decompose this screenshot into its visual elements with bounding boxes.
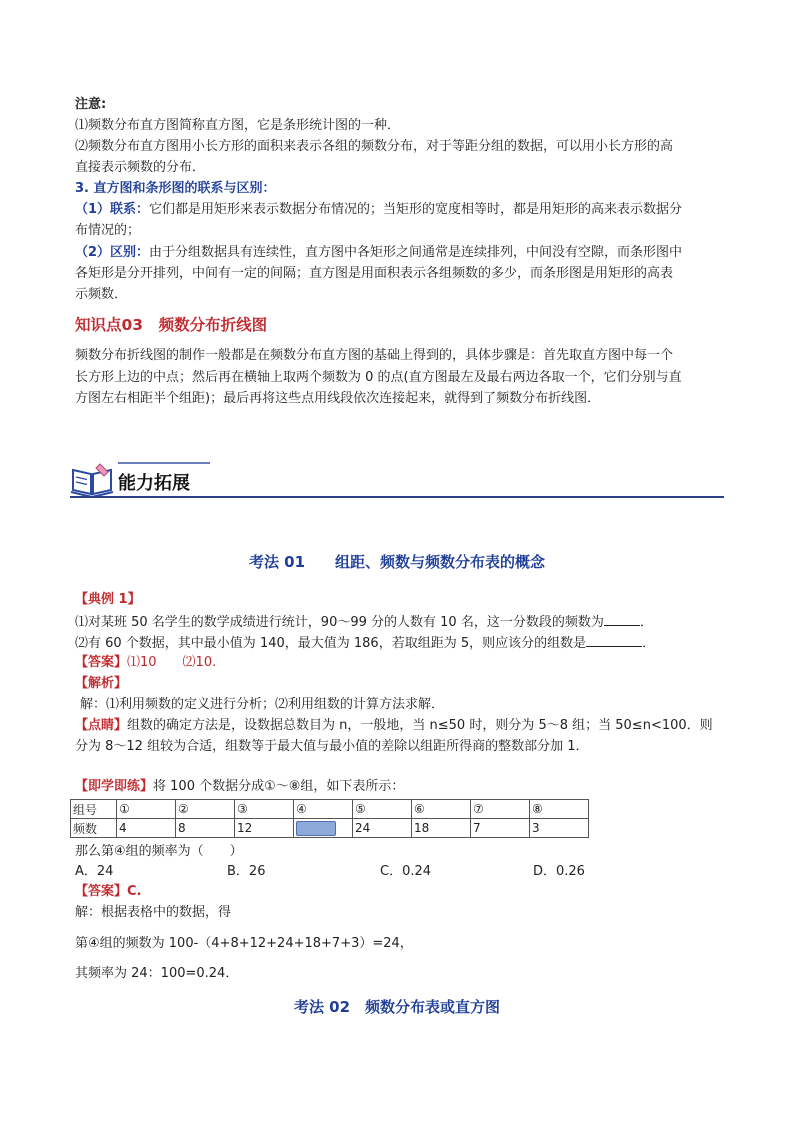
table-cell: 18 bbox=[412, 819, 471, 838]
tip-text-a: 组数的确定方法是，设数据总数目为 n，一般地，当 n≤50 时，则分为 5～8 组；当 50≤n<100．则 bbox=[127, 718, 713, 733]
analysis-text: 解：⑴利用频数的定义进行分析；⑵利用组数的计算方法求解． bbox=[80, 697, 445, 712]
table-cell: 24 bbox=[353, 819, 412, 838]
solution-line-3: 其频率为 24：100=0.24． bbox=[75, 966, 239, 981]
table-cell: 12 bbox=[235, 819, 294, 838]
practice-label: 【即学即练】 bbox=[75, 779, 154, 794]
table-cell-missing bbox=[294, 819, 353, 838]
practice-question: 那么第④组的频率为（ ） bbox=[75, 844, 243, 859]
book-icon bbox=[70, 462, 114, 498]
table-row bbox=[71, 819, 589, 838]
example-q1-text: ⑴对某班 50 名学生的数学成绩进行统计，90～99 分的人数有 10 名，这一分数段的频数为 bbox=[75, 615, 604, 630]
tip-line-a bbox=[75, 716, 713, 736]
section3-diff-label: （2）区别： bbox=[75, 245, 150, 260]
option-b[interactable]: B．26 bbox=[227, 864, 266, 879]
table-cell: 7 bbox=[471, 819, 530, 838]
banner-decoration bbox=[118, 462, 210, 464]
example-q1-end: ． bbox=[639, 615, 653, 630]
example-q1 bbox=[75, 611, 653, 633]
example-label: 【典例 1】 bbox=[75, 592, 141, 607]
notes-label: 注意: bbox=[75, 97, 107, 112]
option-a[interactable]: A．24 bbox=[75, 864, 114, 879]
notes-item-1: ⑴频数分布直方图简称直方图，它是条形统计图的一种． bbox=[75, 118, 401, 133]
section3-link-text-a: 它们都是用矩形来表示数据分布情况的；当矩形的宽度相等时，都是用矩形的高来表示数据分 bbox=[149, 202, 683, 217]
table-cell: 频数 bbox=[71, 819, 117, 838]
knowledge03-line-3: 方图左右相距半个组距)；最后再将这些点用线段依次连接起来，就得到了频数分布折线图． bbox=[75, 391, 601, 406]
practice-answer bbox=[75, 882, 142, 902]
banner-divider bbox=[70, 496, 724, 498]
method01-title: 考法 01 组距、频数与频数分布表的概念 bbox=[248, 553, 546, 571]
method02-title: 考法 02 频数分布表或直方图 bbox=[293, 998, 501, 1016]
tip-text-b: 分为 8～12 组较为合适，组数等于最大值与最小值的差除以组距所得商的整数部分加 1． bbox=[75, 739, 589, 754]
section3-diff-text-c: 示频数． bbox=[75, 287, 128, 302]
table-cell: 3 bbox=[530, 819, 589, 838]
option-c[interactable]: C．0.24 bbox=[380, 864, 432, 879]
example-q2-end: ． bbox=[642, 636, 656, 651]
table-cell: ⑧ bbox=[530, 800, 589, 819]
section3-link-line-a bbox=[75, 200, 682, 220]
solution-line-1: 解：根据表格中的数据，得 bbox=[75, 905, 232, 920]
answer-text: ⑴10 ⑵10. bbox=[127, 655, 217, 670]
table-cell: ⑥ bbox=[412, 800, 471, 819]
notes-item-2a: ⑵频数分布直方图用小长方形的面积来表示各组的频数分布，对于等距分组的数据，可以用小长方形的高 bbox=[75, 139, 674, 154]
answer-label: 【答案】 bbox=[75, 655, 128, 670]
example-q2 bbox=[75, 632, 655, 654]
section3-diff-text-a: 由于分组数据具有连续性，直方图中各矩形之间通常是连续排列，中间没有空隙，而条形图中 bbox=[149, 245, 683, 260]
answer-blank-2[interactable] bbox=[586, 632, 642, 647]
missing-value-highlight bbox=[296, 821, 336, 836]
knowledge03-title: 知识点03 频数分布折线图 bbox=[75, 316, 268, 334]
section3-diff-line-a bbox=[75, 243, 682, 263]
analysis-label: 【解析】 bbox=[75, 676, 128, 691]
option-d[interactable]: D．0.26 bbox=[533, 864, 585, 879]
practice-intro: 将 100 个数据分成①～⑧组，如下表所示： bbox=[153, 779, 405, 794]
table-cell: ③ bbox=[235, 800, 294, 819]
table-cell: ② bbox=[176, 800, 235, 819]
practice-answer-label: 【答案】 bbox=[75, 884, 128, 899]
section3-heading: 3. 直方图和条形图的联系与区别： bbox=[75, 181, 276, 196]
example-q2-text: ⑵有 60 个数据，其中最小值为 140，最大值为 186，若取组距为 5，则应该分的组数是 bbox=[75, 636, 587, 651]
example-answer bbox=[75, 653, 216, 673]
section3-link-text-b: 布情况的； bbox=[75, 223, 141, 238]
solution-line-2: 第④组的频数为 100-（4+8+12+24+18+7+3）=24， bbox=[75, 936, 413, 951]
practice-intro-line bbox=[75, 777, 404, 797]
table-cell: ④ bbox=[294, 800, 353, 819]
tip-label: 【点睛】 bbox=[75, 718, 128, 733]
knowledge03-line-2: 长方形上边的中点；然后再在横轴上取两个频数为 0 的点(直方图最左及最右两边各取一个，它们分别与直 bbox=[75, 370, 682, 385]
section3-diff-text-b: 各矩形是分开排列，中间有一定的间隔；直方图是用面积表示各组频数的多少，而条形图是用矩形的高表 bbox=[75, 266, 674, 281]
knowledge03-line-1: 频数分布折线图的制作一般都是在频数分布直方图的基础上得到的，具体步骤是：首先取直方图中每一个 bbox=[75, 348, 674, 363]
table-cell: 组号 bbox=[71, 800, 117, 819]
table-row bbox=[71, 800, 589, 819]
section-banner bbox=[70, 458, 724, 500]
banner-title: 能力拓展 bbox=[118, 473, 190, 494]
table-cell: ⑦ bbox=[471, 800, 530, 819]
notes-item-2b: 直接表示频数的分布． bbox=[75, 160, 206, 175]
table-cell: 4 bbox=[117, 819, 176, 838]
frequency-table bbox=[70, 799, 589, 838]
answer-blank-1[interactable] bbox=[604, 611, 640, 626]
section3-link-label: （1）联系： bbox=[75, 202, 150, 217]
table-cell: ① bbox=[117, 800, 176, 819]
practice-answer-text: C. bbox=[127, 884, 142, 899]
table-cell: ⑤ bbox=[353, 800, 412, 819]
table-cell: 8 bbox=[176, 819, 235, 838]
